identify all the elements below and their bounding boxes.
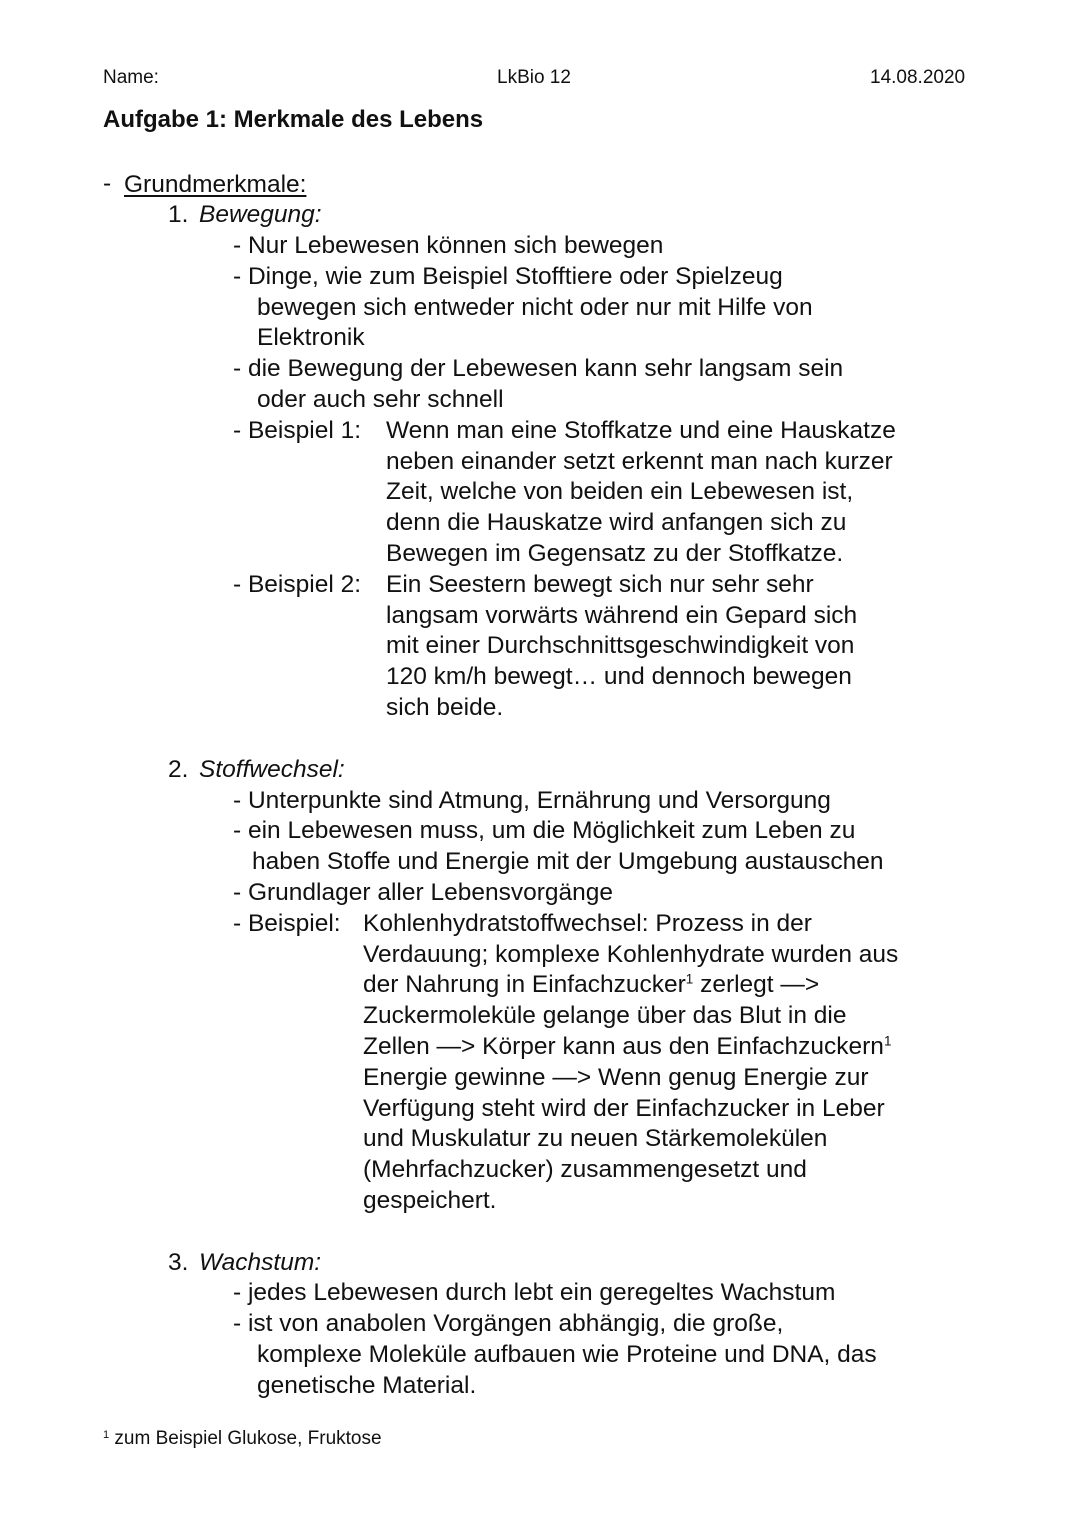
bewegung-bullet-2-line-3: Elektronik bbox=[257, 324, 365, 351]
bewegung-bullet-1: - Nur Lebewesen können sich bewegen bbox=[233, 232, 664, 259]
stoffwechsel-example-label: - Beispiel: bbox=[233, 910, 341, 937]
course-label: LkBio 12 bbox=[497, 67, 571, 88]
bewegung-example-2-label: - Beispiel 2: bbox=[233, 571, 362, 598]
item-heading-stoffwechsel: Stoffwechsel: bbox=[199, 756, 345, 783]
stoffwechsel-example-line-7: Verfügung steht wird der Einfachzucker in Leber bbox=[363, 1095, 885, 1122]
date-label: 14.08.2020 bbox=[870, 67, 966, 88]
stoffwechsel-example-line-3: der Nahrung in Einfachzucker$^1$ zerlegt —> bbox=[363, 971, 820, 998]
bewegung-bullet-2-line-1: - Dinge, wie zum Beispiel Stofftiere oder Spielzeug bbox=[233, 263, 783, 290]
stoffwechsel-example-line-4: Zuckermoleküle gelange über das Blut in die bbox=[363, 1002, 847, 1029]
stoffwechsel-example-line-2: Verdauung; komplexe Kohlenhydrate wurden aus bbox=[363, 941, 899, 968]
stoffwechsel-example-line-9: (Mehrfachzucker) zusammengesetzt und bbox=[363, 1156, 807, 1183]
footnote-text: zum Beispiel Glukose, Fruktose bbox=[114, 1428, 382, 1449]
wachstum-bullet-1: - jedes Lebewesen durch lebt ein geregeltes Wachstum bbox=[233, 1279, 836, 1306]
bewegung-bullet-3-line-2: oder auch sehr schnell bbox=[257, 386, 504, 413]
bewegung-example-2-line-1: Ein Seestern bewegt sich nur sehr sehr bbox=[386, 571, 814, 598]
wachstum-bullet-2-line-2: komplexe Moleküle aufbauen wie Proteine und DNA, das bbox=[257, 1341, 877, 1368]
bewegung-example-2-line-4: 120 km/h bewegt… und dennoch bewegen bbox=[386, 663, 852, 690]
bewegung-example-1-line-5: Bewegen im Gegensatz zu der Stoffkatze. bbox=[386, 540, 844, 567]
stoffwechsel-example-line-5: Zellen —> Körper kann aus den Einfachzuckern$^1$ bbox=[363, 1033, 892, 1060]
stoffwechsel-example-line-8: und Muskulatur zu neuen Stärkemolekülen bbox=[363, 1125, 828, 1152]
stoffwechsel-bullet-2-line-1: - ein Lebewesen muss, um die Möglichkeit zum Leben zu bbox=[233, 817, 856, 844]
bewegung-example-1-line-3: Zeit, welche von beiden ein Lebewesen ist, bbox=[386, 478, 854, 505]
wachstum-bullet-2-line-3: genetische Material. bbox=[257, 1372, 477, 1399]
stoffwechsel-bullet-2-line-2: haben Stoffe und Energie mit der Umgebung austauschen bbox=[252, 848, 884, 875]
stoffwechsel-example-line-1: Kohlenhydratstoffwechsel: Prozess in der bbox=[363, 910, 812, 937]
bewegung-example-2-line-2: langsam vorwärts während ein Gepard sich bbox=[386, 602, 858, 629]
item-heading-wachstum: Wachstum: bbox=[199, 1249, 322, 1276]
bewegung-example-1-line-1: Wenn man eine Stoffkatze und eine Hauskatze bbox=[386, 417, 896, 444]
bewegung-example-1-line-4: denn die Hauskatze wird anfangen sich zu bbox=[386, 509, 847, 536]
name-label: Name: bbox=[103, 67, 159, 88]
item-number-1: 1. bbox=[168, 201, 189, 228]
stoffwechsel-example-line-10: gespeichert. bbox=[363, 1187, 497, 1214]
section-title: Grundmerkmale: bbox=[124, 171, 307, 198]
item-number-3: 3. bbox=[168, 1249, 189, 1276]
footnote bbox=[103, 1429, 382, 1448]
stoffwechsel-bullet-3: - Grundlager aller Lebensvorgänge bbox=[233, 879, 613, 906]
section-dash: - bbox=[103, 170, 112, 197]
stoffwechsel-example-line-6: Energie gewinne —> Wenn genug Energie zur bbox=[363, 1064, 869, 1091]
footnote-mark: 1 bbox=[103, 1429, 110, 1441]
footnote-reference: 1 bbox=[883, 1033, 892, 1049]
bewegung-example-1-label: - Beispiel 1: bbox=[233, 417, 362, 444]
wachstum-bullet-2-line-1: - ist von anabolen Vorgängen abhängig, die große, bbox=[233, 1310, 784, 1337]
bewegung-example-1-line-2: neben einander setzt erkennt man nach kurzer bbox=[386, 448, 893, 475]
footnote-reference: 1 bbox=[685, 971, 694, 987]
bewegung-example-2-line-5: sich beide. bbox=[386, 694, 504, 721]
item-number-2: 2. bbox=[168, 756, 189, 783]
page-title: Aufgabe 1: Merkmale des Lebens bbox=[103, 106, 484, 133]
stoffwechsel-bullet-1: - Unterpunkte sind Atmung, Ernährung und Versorgung bbox=[233, 787, 831, 814]
item-heading-bewegung: Bewegung: bbox=[199, 201, 322, 228]
bewegung-bullet-2-line-2: bewegen sich entweder nicht oder nur mit Hilfe von bbox=[257, 294, 813, 321]
bewegung-bullet-3-line-1: - die Bewegung der Lebewesen kann sehr langsam sein bbox=[233, 355, 844, 382]
bewegung-example-2-line-3: mit einer Durchschnittsgeschwindigkeit von bbox=[386, 632, 855, 659]
